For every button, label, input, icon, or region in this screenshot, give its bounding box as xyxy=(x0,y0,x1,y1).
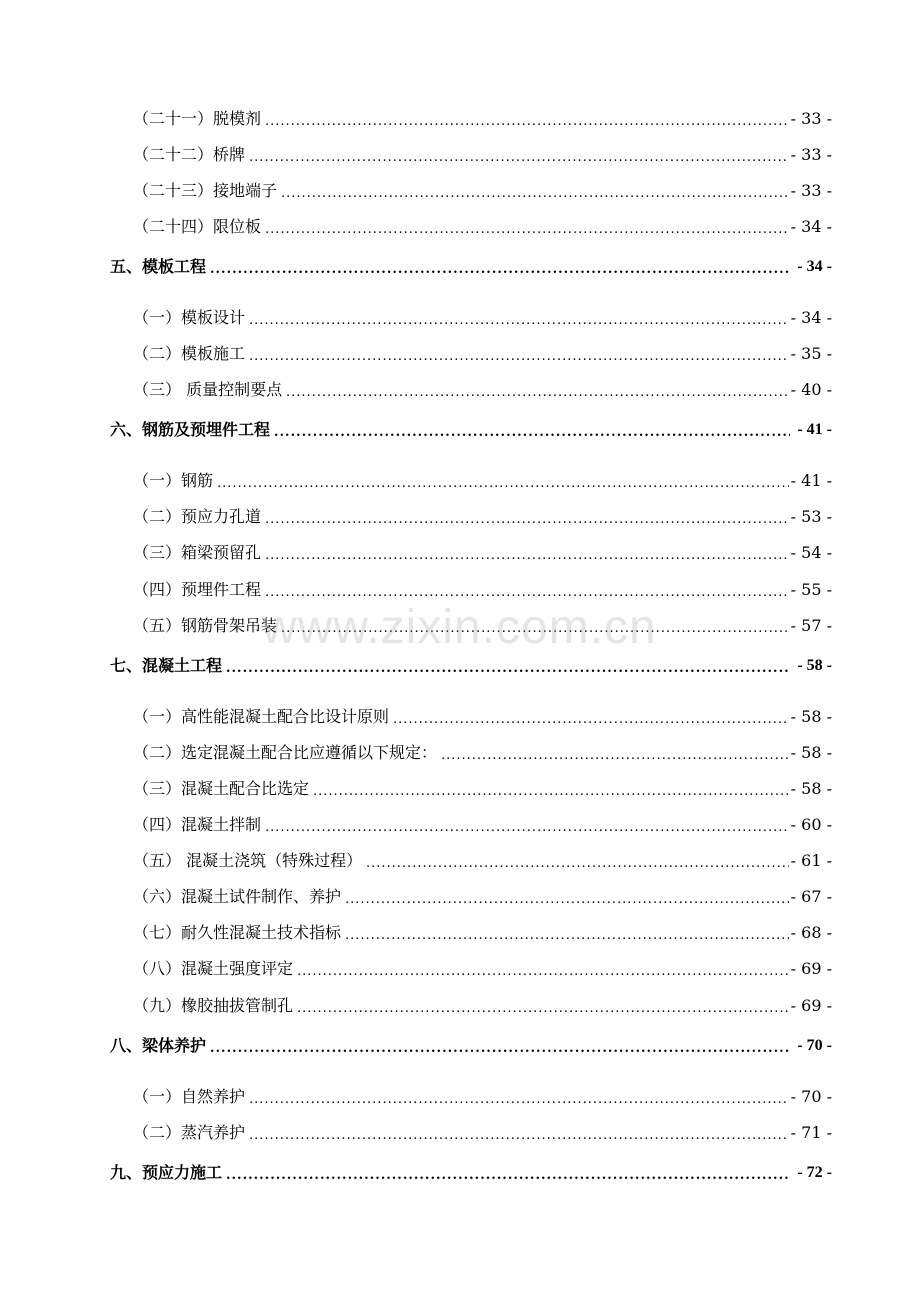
toc-section-entry[interactable] xyxy=(0,1161,920,1185)
toc-page-number: - 33 - xyxy=(789,143,832,167)
toc-entry-label: （一）自然养护 xyxy=(133,1085,249,1109)
toc-entry-label: （一）高性能混凝土配合比设计原则 xyxy=(133,705,393,729)
toc-dot-leader xyxy=(441,741,790,765)
toc-subsection-entry[interactable] xyxy=(0,143,920,167)
toc-dot-leader xyxy=(210,1034,790,1058)
toc-dot-leader xyxy=(297,994,790,1018)
toc-page-number: - 34 - xyxy=(795,255,832,279)
toc-entry-label: 六、钢筋及预埋件工程 xyxy=(110,418,274,442)
toc-dot-leader xyxy=(345,885,790,909)
toc-dot-leader xyxy=(265,215,790,239)
toc-dot-leader xyxy=(249,1085,790,1109)
toc-dot-leader xyxy=(249,306,790,330)
toc-dot-leader xyxy=(249,1121,790,1145)
toc-dot-leader xyxy=(249,342,790,366)
toc-dot-leader xyxy=(281,179,790,203)
toc-entry-label: （六）混凝土试件制作、养护 xyxy=(133,885,345,909)
toc-subsection-entry[interactable] xyxy=(0,885,920,909)
toc-subsection-entry[interactable] xyxy=(0,469,920,493)
toc-entry-label: （四）预埋件工程 xyxy=(133,578,265,602)
toc-page-number: - 34 - xyxy=(789,306,832,330)
toc-entry-label: （九）橡胶抽拔管制孔 xyxy=(133,994,297,1018)
toc-entry-label: （五） 混凝土浇筑（特殊过程） xyxy=(133,849,366,873)
toc-section-entry[interactable] xyxy=(0,1034,920,1058)
toc-page-number: - 71 - xyxy=(789,1121,832,1145)
toc-page-number: - 33 - xyxy=(789,179,832,203)
toc-dot-leader xyxy=(297,957,790,981)
toc-subsection-entry[interactable] xyxy=(0,541,920,565)
toc-entry-label: （四）混凝土拌制 xyxy=(133,813,265,837)
toc-subsection-entry[interactable] xyxy=(0,1121,920,1145)
toc-subsection-entry[interactable] xyxy=(0,849,920,873)
toc-section-entry[interactable] xyxy=(0,418,920,442)
toc-dot-leader xyxy=(345,921,790,945)
toc-entry-label: （二）模板施工 xyxy=(133,342,249,366)
toc-dot-leader xyxy=(313,777,790,801)
toc-entry-label: 七、混凝土工程 xyxy=(110,654,226,678)
toc-entry-label: （八）混凝土强度评定 xyxy=(133,957,297,981)
toc-entry-label: （二十三）接地端子 xyxy=(133,179,281,203)
toc-entry-label: （二）选定混凝土配合比应遵循以下规定： xyxy=(133,741,441,765)
toc-subsection-entry[interactable] xyxy=(0,705,920,729)
toc-dot-leader xyxy=(265,541,790,565)
toc-entry-label: （二）预应力孔道 xyxy=(133,505,265,529)
toc-dot-leader xyxy=(274,418,790,442)
toc-page-number: - 70 - xyxy=(795,1034,832,1058)
toc-dot-leader xyxy=(226,654,790,678)
toc-entry-label: （二十二）桥牌 xyxy=(133,143,249,167)
toc-section-entry[interactable] xyxy=(0,255,920,279)
toc-entry-label: （五）钢筋骨架吊装 xyxy=(133,614,281,638)
toc-dot-leader xyxy=(286,378,790,402)
toc-entry-label: （三） 质量控制要点 xyxy=(133,378,286,402)
toc-dot-leader xyxy=(265,578,790,602)
watermark: www.zixin.com.cn xyxy=(262,601,657,654)
toc-subsection-entry[interactable] xyxy=(0,107,920,131)
toc-subsection-entry[interactable] xyxy=(0,505,920,529)
toc-section-entry[interactable] xyxy=(0,654,920,678)
toc-subsection-entry[interactable] xyxy=(0,777,920,801)
toc-page-number: - 69 - xyxy=(789,994,832,1018)
toc-entry-label: 八、梁体养护 xyxy=(110,1034,210,1058)
toc-subsection-entry[interactable] xyxy=(0,921,920,945)
toc-page-number: - 58 - xyxy=(789,741,832,765)
toc-entry-label: （一）模板设计 xyxy=(133,306,249,330)
toc-subsection-entry[interactable] xyxy=(0,342,920,366)
toc-page-number: - 61 - xyxy=(789,849,832,873)
toc-dot-leader xyxy=(249,143,790,167)
toc-page-number: - 69 - xyxy=(789,957,832,981)
toc-dot-leader xyxy=(366,849,790,873)
toc-subsection-entry[interactable] xyxy=(0,741,920,765)
toc-page-number: - 40 - xyxy=(789,378,832,402)
toc-page-number: - 53 - xyxy=(789,505,832,529)
toc-dot-leader xyxy=(265,107,790,131)
toc-page-number: - 41 - xyxy=(795,418,832,442)
toc-page-number: - 72 - xyxy=(795,1161,832,1185)
toc-dot-leader xyxy=(217,469,790,493)
toc-subsection-entry[interactable] xyxy=(0,179,920,203)
toc-entry-label: （二十四）限位板 xyxy=(133,215,265,239)
toc-dot-leader xyxy=(265,813,790,837)
toc-subsection-entry[interactable] xyxy=(0,957,920,981)
toc-page-number: - 33 - xyxy=(789,107,832,131)
toc-page-number: - 55 - xyxy=(789,578,832,602)
toc-dot-leader xyxy=(393,705,790,729)
toc-entry-label: 五、模板工程 xyxy=(110,255,210,279)
toc-page-number: - 35 - xyxy=(789,342,832,366)
toc-page-number: - 41 - xyxy=(789,469,832,493)
toc-entry-label: （二）蒸汽养护 xyxy=(133,1121,249,1145)
toc-subsection-entry[interactable] xyxy=(0,578,920,602)
toc-page-number: - 60 - xyxy=(789,813,832,837)
toc-page-number: - 68 - xyxy=(789,921,832,945)
toc-entry-label: （一）钢筋 xyxy=(133,469,217,493)
toc-subsection-entry[interactable] xyxy=(0,994,920,1018)
toc-subsection-entry[interactable] xyxy=(0,378,920,402)
toc-page-number: - 58 - xyxy=(789,777,832,801)
toc-dot-leader xyxy=(226,1161,790,1185)
toc-subsection-entry[interactable] xyxy=(0,215,920,239)
toc-page-number: - 58 - xyxy=(795,654,832,678)
toc-subsection-entry[interactable] xyxy=(0,1085,920,1109)
toc-page-number: - 67 - xyxy=(789,885,832,909)
toc-entry-label: （三）混凝土配合比选定 xyxy=(133,777,313,801)
toc-page-number: - 58 - xyxy=(789,705,832,729)
toc-page-number: - 54 - xyxy=(789,541,832,565)
toc-subsection-entry[interactable] xyxy=(0,813,920,837)
toc-entry-label: （七）耐久性混凝土技术指标 xyxy=(133,921,345,945)
toc-entry-label: （三）箱梁预留孔 xyxy=(133,541,265,565)
toc-page-number: - 34 - xyxy=(789,215,832,239)
toc-entry-label: （二十一）脱模剂 xyxy=(133,107,265,131)
toc-page-number: - 70 - xyxy=(789,1085,832,1109)
toc-dot-leader xyxy=(210,255,790,279)
toc-subsection-entry[interactable] xyxy=(0,306,920,330)
toc-entry-label: 九、预应力施工 xyxy=(110,1161,226,1185)
toc-dot-leader xyxy=(265,505,790,529)
toc-page-number: - 57 - xyxy=(789,614,832,638)
